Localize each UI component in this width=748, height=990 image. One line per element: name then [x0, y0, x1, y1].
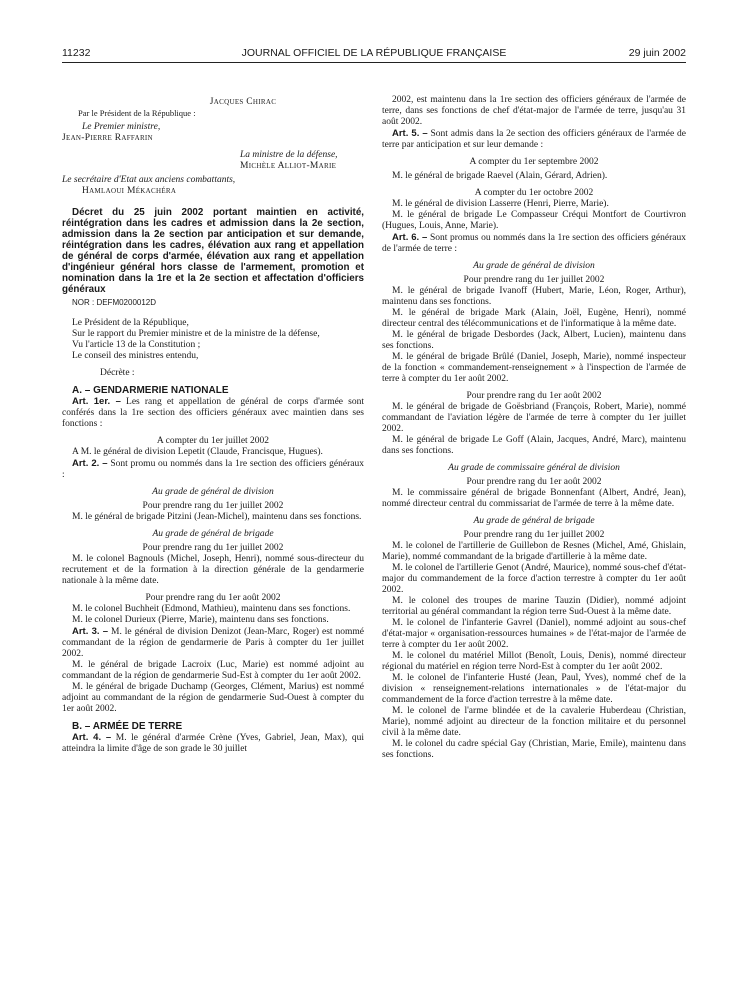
- tauzin-entry: M. le colonel des troupes de marine Tauzin (Didier), nommé adjoint territorial au général commandant la région terre Sud-Ouest à la même date.: [382, 596, 686, 617]
- journal-title: JOURNAL OFFICIEL DE LA RÉPUBLIQUE FRANÇAISE: [241, 47, 507, 59]
- bagnouls-entry: M. le colonel Bagnouls (Michel, Joseph, Henri), nommé sous-directeur du recrutement et de la formation à la direction générale de la gendarmerie nationale à la même date.: [62, 554, 364, 586]
- grade-division-heading: Au grade de général de division: [152, 487, 274, 497]
- issue-date: 29 juin 2002: [628, 47, 686, 59]
- lacroix-entry: M. le général de brigade Lacroix (Luc, Marie) est nommé adjoint au commandant de la région de gendarmerie Sud-Est à compter du 1er août 2002.: [62, 660, 364, 681]
- duchamp-entry: M. le général de brigade Duchamp (Georges, Clément, Marius) est nommé adjoint au commandant de la région de gendarmerie Sud-Ouest à compter du 1er août 2002.: [62, 682, 364, 714]
- rang-date-1: Pour prendre rang du 1er juillet 2002: [142, 501, 284, 511]
- page-number: 11232: [62, 47, 91, 59]
- signature-president: Jacques Chirac: [209, 97, 277, 107]
- huberdeau-entry: M. le colonel de l'arme blindée et de la cavalerie Huberdeau (Christian, Marie), nommé adjoint au directeur de la fonction militaire et du personnel civil à la même date.: [382, 706, 686, 738]
- grade-commissaire-heading: Au grade de commissaire général de division: [448, 463, 620, 473]
- intro-rapport: Sur le rapport du Premier ministre et de la ministre de la défense,: [72, 329, 320, 339]
- ivanoff-entry: M. le général de brigade Ivanoff (Hubert, Marie, Léon, Roger, Arthur), maintenu dans ses fonctions.: [382, 286, 686, 307]
- grade-brigade-heading: Au grade de général de brigade: [152, 529, 274, 539]
- nor-reference: NOR : DEFM0200012D: [72, 298, 157, 307]
- decree-title: Décret du 25 juin 2002 portant maintien en activité, réintégration dans les cadres et admission dans la 2e section, admission dans la 2e section par anticipation et sur demande, réintégration dans les cadres, élévation aux rang et appellation de général de corps d'armée, élévation aux rang et appellation d'ingénieur général hors classe de l'armement, promotion et nomination dans la 1re et la 2e section et affectation d'officiers généraux: [62, 207, 364, 295]
- gay-entry: M. le colonel du cadre spécial Gay (Christian, Marie, Emile), maintenu dans ses fonctions.: [382, 739, 686, 760]
- compter-septembre: A compter du 1er septembre 2002: [469, 157, 599, 167]
- section-b-title: B. – ARMÉE DE TERRE: [72, 721, 183, 732]
- genot-entry: M. le colonel de l'artillerie Genot (André, Maurice), nommé sous-chef d'état-major du commandement de la force d'action terrestre à compter du 1er août 2002.: [382, 563, 686, 595]
- rang-aout-2: Pour prendre rang du 1er août 2002: [466, 477, 602, 487]
- buchheit-entry: M. le colonel Buchheit (Edmond, Mathieu), maintenu dans ses fonctions.: [72, 604, 351, 614]
- rang-date-2: Pour prendre rang du 1er juillet 2002: [142, 543, 284, 553]
- intro-constitution: Vu l'article 13 de la Constitution ;: [72, 340, 201, 350]
- defense-title: La ministre de la défense,: [240, 150, 338, 160]
- defense-name: Michèle Alliot-Marie: [240, 161, 337, 171]
- article-5: Art. 5. – Sont admis dans la 2e section des officiers généraux de l'armée de terre par anticipation et sur leur demande :: [382, 128, 687, 150]
- rang-juillet: Pour prendre rang du 1er juillet 2002: [463, 275, 605, 285]
- article-1: Art. 1er. – Les rang et appellation de général de corps d'armée sont conférés dans la 1re section des officiers généraux avec maintien dans ses fonctions :: [62, 396, 364, 429]
- lepetit-entry: A M. le général de division Lepetit (Claude, Francisque, Hugues).: [72, 447, 323, 457]
- rang-date-3: Pour prendre rang du 1er août 2002: [145, 593, 281, 603]
- grade-brigade-heading-terre: Au grade de général de brigade: [473, 516, 595, 526]
- pm-name: Jean-Pierre Raffarin: [62, 133, 153, 143]
- rang-aout: Pour prendre rang du 1er août 2002: [466, 391, 602, 401]
- decrete: Décrète :: [100, 368, 135, 378]
- article-3: Art. 3. – M. le général de division Denizot (Jean-Marc, Roger) est nommé commandant de la région de gendarmerie de Paris à compter du 1er juillet 2002.: [62, 626, 364, 659]
- durieux-entry: M. le colonel Durieux (Pierre, Marie), maintenu dans ses fonctions.: [72, 615, 329, 625]
- raevel-entry: M. le général de brigade Raevel (Alain, Gérard, Adrien).: [392, 171, 608, 181]
- article-2: Art. 2. – Sont promu ou nommés dans la 1re section des officiers généraux :: [62, 458, 364, 480]
- gavrel-entry: M. le colonel de l'infanterie Gavrel (Daniel), nommé adjoint au sous-chef d'état-major « organisation-ressources humaines » de l'état-major de l'armée de terre à compter du 1er août 2002.: [382, 618, 686, 650]
- compter-octobre: A compter du 1er octobre 2002: [474, 188, 594, 198]
- mark-entry: M. le général de brigade Mark (Alain, Joël, Eugène, Henri), nommé directeur central des télécommunications et de l'informatique à la même date.: [382, 308, 686, 329]
- veterans-name: Hamlaoui Mékachéra: [82, 186, 177, 196]
- intro-conseil: Le conseil des ministres entendu,: [72, 351, 199, 361]
- header-rule: [62, 62, 686, 63]
- par-le-president: Par le Président de la République :: [78, 108, 196, 118]
- legoff-entry: M. le général de brigade Le Goff (Alain, Jacques, André, Marc), maintenu dans ses fonctions.: [382, 435, 686, 456]
- article-4: Art. 4. – M. le général d'armée Crène (Yves, Gabriel, Jean, Max), qui atteindra la limite d'âge de son grade le 30 juillet: [62, 732, 364, 754]
- right-column: [382, 95, 686, 761]
- article-6: Art. 6. – Sont promus ou nommés dans la 1re section des officiers généraux de l'armée de terre :: [382, 232, 686, 254]
- rang-juillet-2: Pour prendre rang du 1er juillet 2002: [463, 530, 605, 540]
- guillebon-entry: M. le colonel de l'artillerie de Guillebon de Resnes (Michel, Amé, Ghislain, Marie), nommé commandant de la brigade d'artillerie à la même date.: [382, 541, 686, 562]
- bonnenfant-entry: M. le commissaire général de brigade Bonnenfant (Albert, André, Jean), nommé directeur central du commissariat de l'armée de terre à la même date.: [382, 488, 686, 509]
- grade-division-heading-terre: Au grade de général de division: [473, 261, 595, 271]
- page-header: [62, 47, 686, 63]
- huste-entry: M. le colonel de l'infanterie Husté (Jean, Paul, Yves), nommé chef de la division « renseignement-relations internationales » de l'état-major du commandement de la force d'action terrestre à la même date.: [382, 673, 686, 705]
- art4-continuation: 2002, est maintenu dans la 1re section des officiers généraux de l'armée de terre, dans ses fonctions de chef d'état-major de l'armée de terre, jusqu'au 31 août 2002.: [382, 95, 686, 127]
- desbordes-entry: M. le général de brigade Desbordes (Jack, Albert, Lucien), maintenu dans ses fonctions.: [382, 330, 686, 351]
- crequi-entry: M. le général de brigade Le Compasseur Créqui Montfort de Courtivron (Hugues, Louis, Anne, Marie).: [382, 210, 686, 231]
- left-column: [62, 97, 364, 755]
- intro-president: Le Président de la République,: [72, 318, 189, 328]
- section-a-title: A. – GENDARMERIE NATIONALE: [72, 385, 229, 396]
- brule-entry: M. le général de brigade Brûlé (Daniel, Joseph, Marie), nommé inspecteur de la fonction « commandement-renseignement » à l'inspection de l'armée de terre à compter du 1er août 2002.: [382, 352, 686, 384]
- millot-entry: M. le colonel du matériel Millot (Benoît, Louis, Denis), nommé directeur régional du matériel en région terre Nord-Est à compter du 1er août 2002.: [382, 651, 686, 672]
- veterans-title: Le secrétaire d'Etat aux anciens combattants,: [62, 175, 236, 185]
- pitzini-entry: M. le général de brigade Pitzini (Jean-Michel), maintenu dans ses fonctions.: [72, 512, 362, 522]
- lasserre-entry: M. le général de division Lasserre (Henri, Pierre, Marie).: [392, 199, 609, 209]
- compter-date-1: A compter du 1er juillet 2002: [156, 436, 270, 446]
- pm-title: Le Premier ministre,: [82, 122, 161, 132]
- goesbriand-entry: M. le général de brigade de Goësbriand (François, Robert, Marie), nommé commandant de l'aviation légère de l'armée de terre à compter du 1er juillet 2002.: [382, 402, 686, 434]
